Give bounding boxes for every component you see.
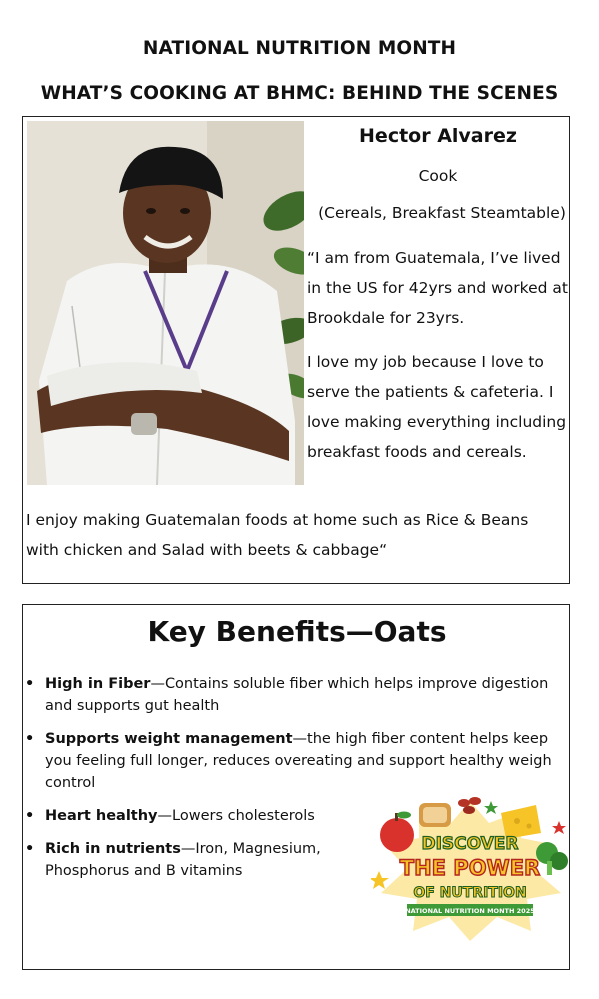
benefit-text: —Iron, Magnesium, Phosphorus and B vitamins — [45, 841, 321, 879]
benefit-text: —the high fiber content helps keep you feeling full longer, reduces overeating and support healthy weigh control — [45, 731, 552, 791]
quote-paragraph-1: “I am from Guatemala, I’ve lived in the US for 42yrs and worked at Brookdale for 23yrs. — [307, 249, 568, 327]
logo-text-power: THE POWER — [399, 856, 541, 880]
benefit-heading: High in Fiber — [45, 676, 151, 692]
quote-paragraph-2: I love my job because I love to serve the patients & cafeteria. I love making everything including breakfast foods and cereals. — [307, 353, 567, 461]
cook-role: Cook — [418, 167, 458, 185]
chef-portrait-illustration — [27, 121, 304, 485]
logo-text-discover: DISCOVER — [421, 834, 519, 854]
bullet-icon: • — [25, 808, 35, 824]
benefit-item — [23, 838, 355, 882]
logo-text-nutrition: OF NUTRITION — [413, 885, 527, 901]
bullet-icon: • — [25, 676, 35, 692]
benefit-heading: Rich in nutrients — [45, 841, 181, 857]
quote-paragraph-3: I enjoy making Guatemalan foods at home such as Rice & Beans with chicken and Salad with beets & cabbage“ — [26, 511, 529, 559]
benefit-item — [23, 805, 355, 827]
benefit-item — [23, 673, 569, 717]
bullet-icon: • — [25, 731, 35, 747]
benefit-text: —Lowers cholesterols — [157, 808, 315, 824]
chef-portrait-photo — [27, 121, 304, 485]
benefit-heading: Supports weight management — [45, 731, 293, 747]
nutrition-month-logo — [371, 793, 569, 943]
profile-card — [22, 116, 570, 584]
benefits-card — [22, 604, 570, 970]
bullet-icon: • — [25, 841, 35, 857]
benefit-text: —Contains soluble fiber which helps improve digestion and supports gut health — [45, 676, 549, 714]
cook-station: (Cereals, Breakfast Steamtable) — [318, 204, 566, 222]
benefit-item — [23, 728, 569, 794]
page-title-line2: WHAT’S COOKING AT BHMC: BEHIND THE SCENES — [40, 83, 559, 104]
cook-name: Hector Alvarez — [359, 125, 517, 147]
page-title-line1: NATIONAL NUTRITION MONTH — [142, 38, 457, 59]
benefit-heading: Heart healthy — [45, 808, 158, 824]
benefits-title: Key Benefits—Oats — [147, 615, 447, 648]
logo-banner-text: NATIONAL NUTRITION MONTH 2025 — [405, 907, 535, 915]
